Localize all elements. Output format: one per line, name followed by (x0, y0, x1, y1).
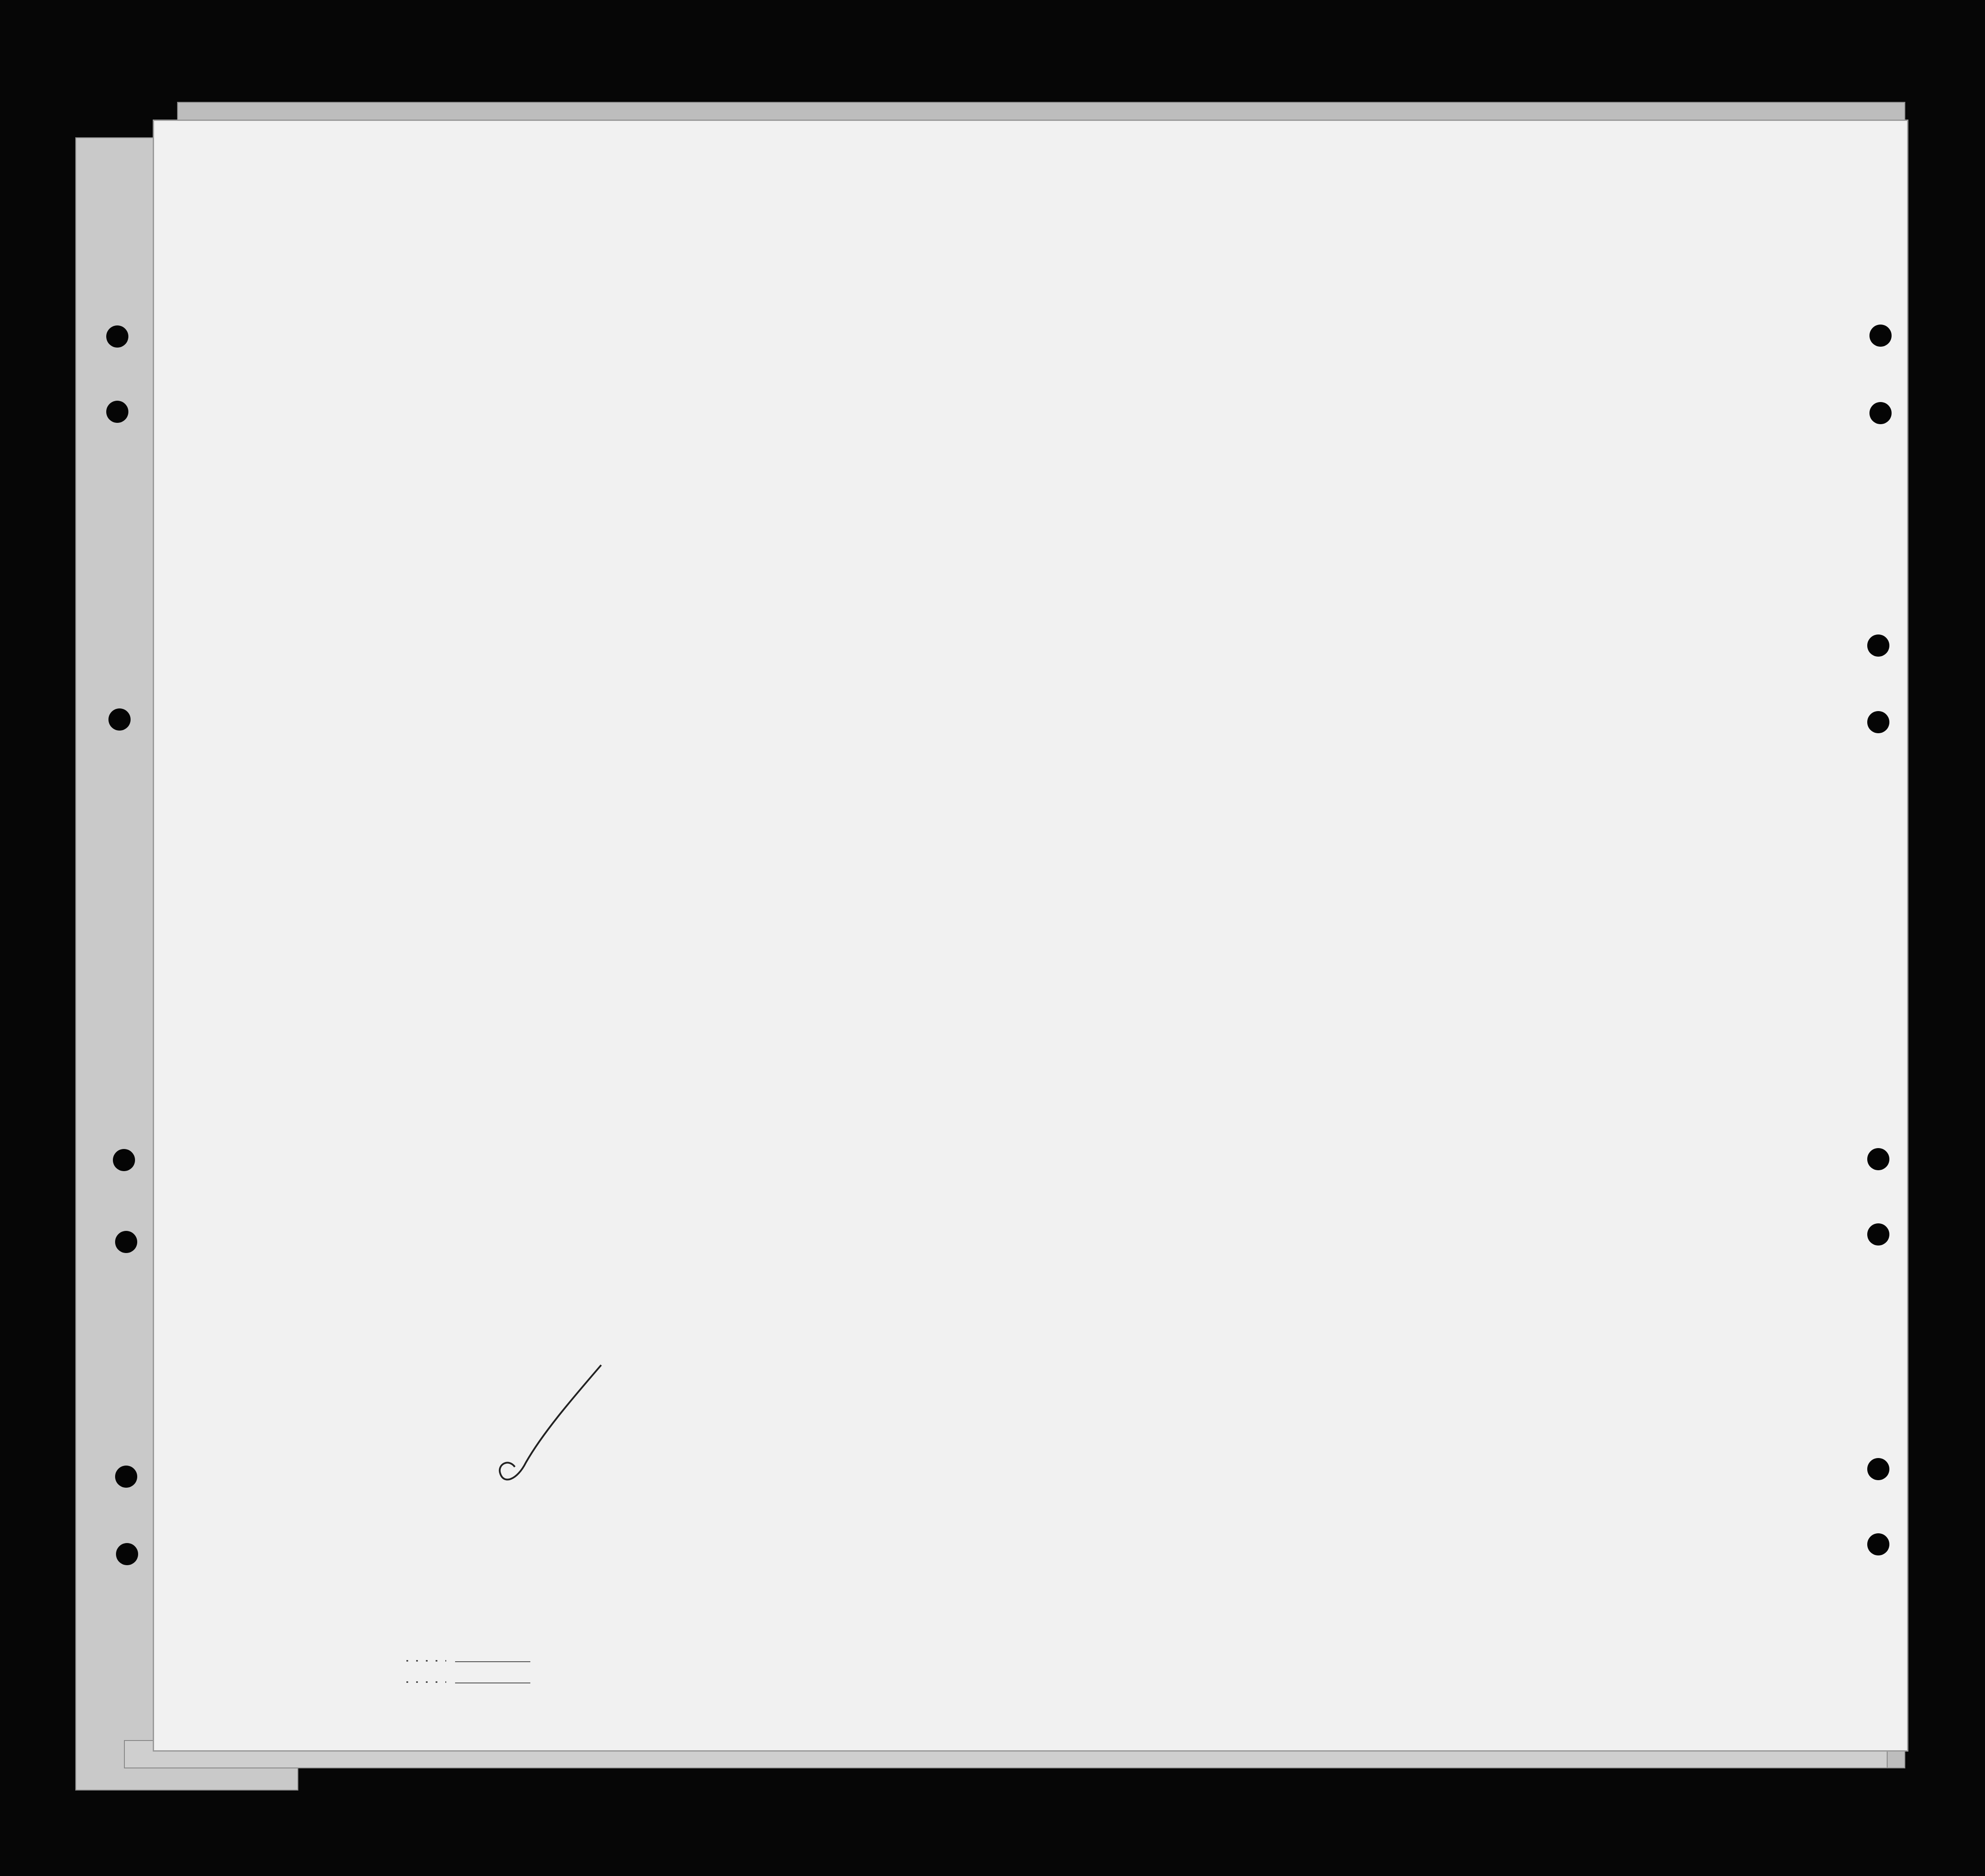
table-grid (154, 121, 1907, 1750)
punch-hole (1869, 402, 1892, 424)
tally-flourish (490, 1361, 606, 1493)
punch-hole (1867, 1223, 1889, 1246)
punch-hole (116, 1543, 138, 1565)
punch-hole (115, 1231, 137, 1253)
punch-hole (1867, 1148, 1889, 1170)
punch-hole (113, 1149, 135, 1171)
totals-leaders (402, 1653, 535, 1702)
punch-hole (1867, 711, 1889, 733)
manifest-sheet (153, 120, 1908, 1752)
punch-hole (1867, 1533, 1889, 1555)
punch-hole (106, 325, 128, 348)
punch-hole (106, 401, 128, 423)
punch-hole (1867, 1458, 1889, 1480)
punch-hole (1867, 634, 1889, 657)
punch-hole (1869, 325, 1892, 347)
punch-hole (115, 1466, 137, 1488)
punch-hole (108, 708, 131, 731)
